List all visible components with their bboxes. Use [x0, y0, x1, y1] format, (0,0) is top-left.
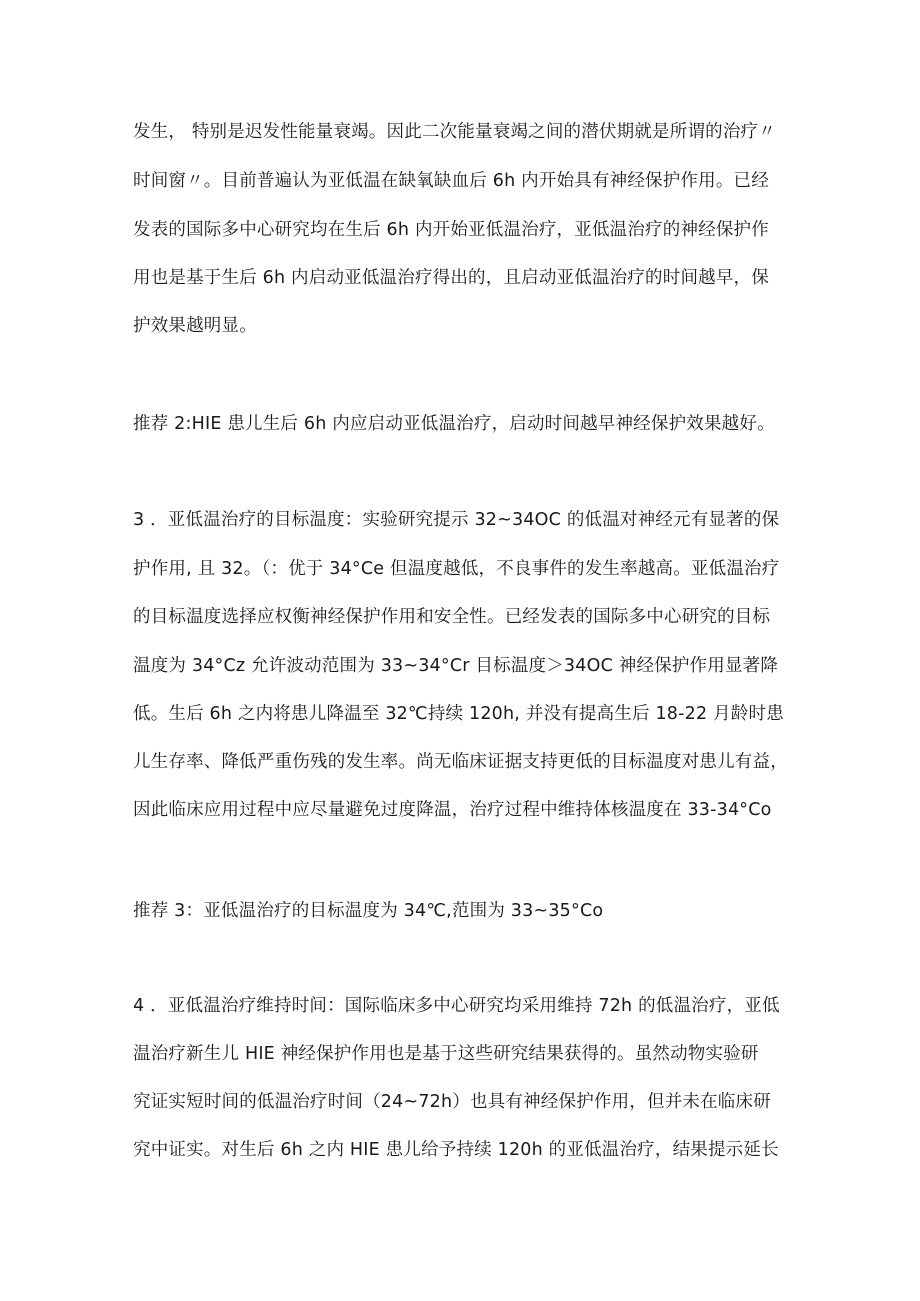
text-line: 温度为 34°Cz 允许波动范围为 33~34°Cr 目标温度＞34OC 神经保护作用显著降 — [133, 656, 779, 676]
text-line: 用也是基于生后 6h 内启动亚低温治疗得出的，且启动亚低温治疗的时间越早，保 — [133, 268, 769, 288]
text-line: 儿生存率、降低严重伤残的发生率。尚无临床证据支持更低的目标温度对患儿有益， — [133, 752, 788, 772]
text-line: 因此临床应用过程中应尽量避免过度降温，治疗过程中维持体核温度在 33-34°Co — [133, 800, 772, 820]
text-line: 时间窗〃。目前普遍认为亚低温在缺氧缺血后 6h 内开始具有神经保护作用。已经 — [133, 171, 769, 191]
text-line: 3 ．亚低温治疗的目标温度：实验研究提示 32~34OC 的低温对神经元有显著的保 — [133, 510, 780, 530]
text-line: 4 ．亚低温治疗维持时间：国际临床多中心研究均采用维持 72h 的低温治疗，亚低 — [133, 996, 780, 1016]
text-line: 发生， 特别是迟发性能量衰竭。因此二次能量衰竭之间的潜伏期就是所谓的治疗〃 — [133, 122, 776, 142]
text-line: 推荐 2:HIE 患儿生后 6h 内应启动亚低温治疗，启动时间越早神经保护效果越好。 — [133, 414, 775, 434]
text-line: 的目标温度选择应权衡神经保护作用和安全性。已经发表的国际多中心研究的目标 — [133, 607, 771, 627]
text-line: 发表的国际多中心研究均在生后 6h 内开始亚低温治疗，亚低温治疗的神经保护作 — [133, 220, 769, 240]
text-line: 护作用, 且 32。（：优于 34°Ce 但温度越低，不良事件的发生率越高。亚低温治疗 — [133, 559, 780, 579]
text-line: 低。生后 6h 之内将患儿降温至 32℃持续 120h, 并没有提高生后 18-22 月龄时患 — [133, 704, 784, 724]
text-line: 究证实短时间的低温治疗时间（24~72h）也具有神经保护作用，但并未在临床研 — [133, 1092, 771, 1112]
text-line: 温治疗新生儿 HIE 神经保护作用也是基于这些研究结果获得的。虽然动物实验研 — [133, 1044, 759, 1064]
text-line: 究中证实。对生后 6h 之内 HIE 患儿给予持续 120h 的亚低温治疗，结果提示延长 — [133, 1140, 779, 1160]
text-line: 护效果越明显。 — [133, 316, 257, 336]
text-line: 推荐 3：亚低温治疗的目标温度为 34℃,范围为 33~35°Co — [133, 901, 604, 921]
